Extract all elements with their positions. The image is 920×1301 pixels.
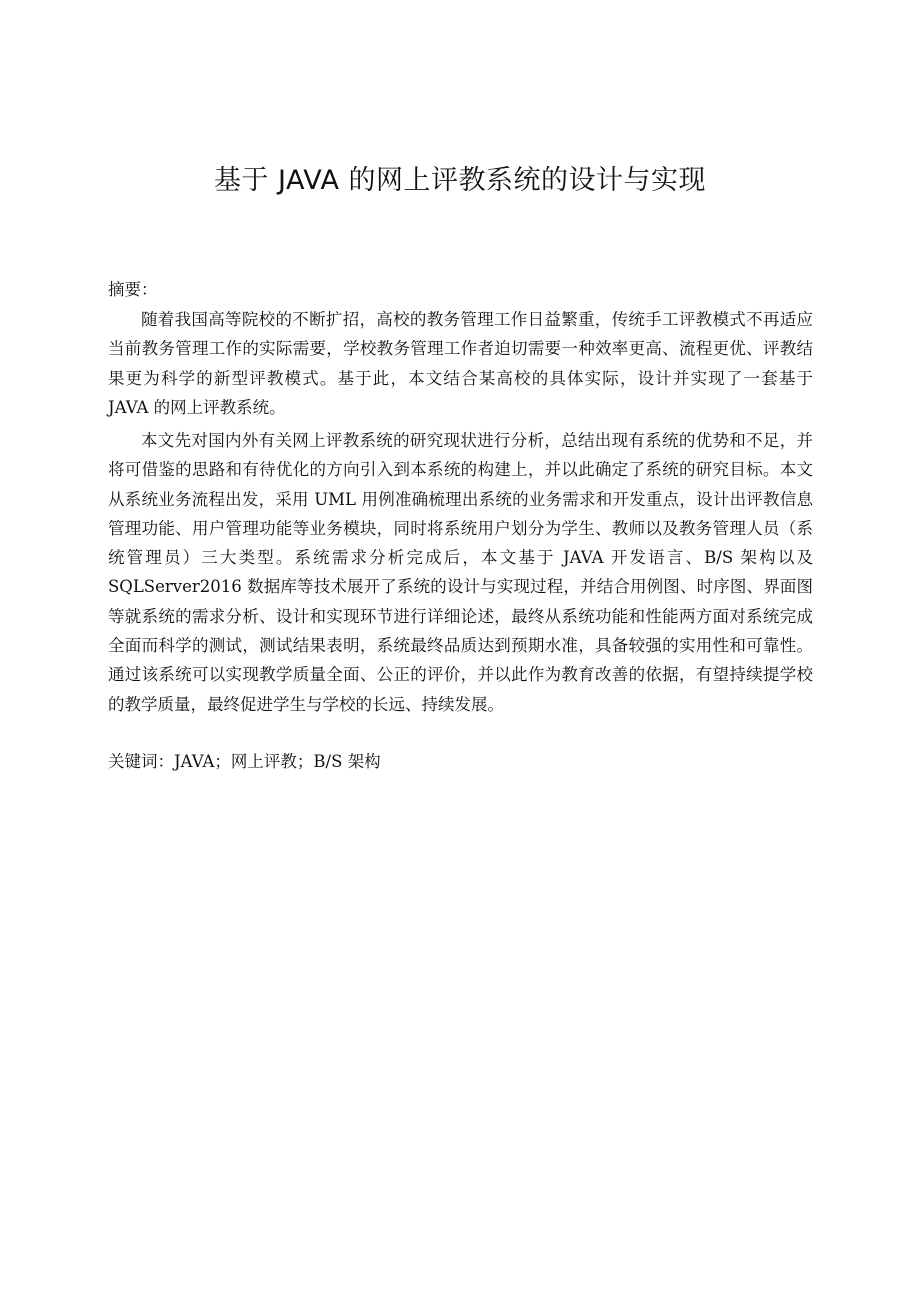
paper-title: 基于 JAVA 的网上评教系统的设计与实现 bbox=[213, 165, 707, 196]
abstract-paragraph-1: 随着我国高等院校的不断扩招，高校的教务管理工作日益繁重，传统手工评教模式不再适应当前教务管理工作的实际需要，学校教务管理工作者迫切需要一种效率更高、流程更优、评教结果更为科学的新型评教模式。基于此，本文结合某高校的具体实际，设计并实现了一套基于 JAVA 的网上评教系统。 bbox=[108, 310, 813, 417]
abstract-label: 摘要： bbox=[108, 280, 158, 299]
keywords-line: 关键词：JAVA；网上评教；B/S 架构 bbox=[108, 752, 381, 771]
abstract-paragraph-2: 本文先对国内外有关网上评教系统的研究现状进行分析，总结出现有系统的优势和不足，并将可借鉴的思路和有待优化的方向引入到本系统的构建上，并以此确定了系统的研究目标。本文从系统业务流程出发，采用 UML 用例准确梳理出系统的业务需求和开发重点，设计出评教信息管理功能、用户管理功能等业务模块，同时将系统用户划分为学生、教师以及教务管理人员（系统管理员）三大类型。系统需求分析完成后，本文基于 JAVA 开发语言、B/S 架构以及 SQLServer2016 数据库等技术展开了系统的设计与实现过程，并结合用例图、时序图、界面图等就系统的需求分析、设计和实现环节进行详细论述，最终从系统功能和性能两方面对系统完成全面而科学的测试，测试结果表明，系统最终品质达到预期水准，具备较强的实用性和可靠性。通过该系统可以实现教学质量全面、公正的评价，并以此作为教育改善的依据，有望持续提学校的教学质量，最终促进学生与学校的长远、持续发展。 bbox=[108, 431, 813, 714]
